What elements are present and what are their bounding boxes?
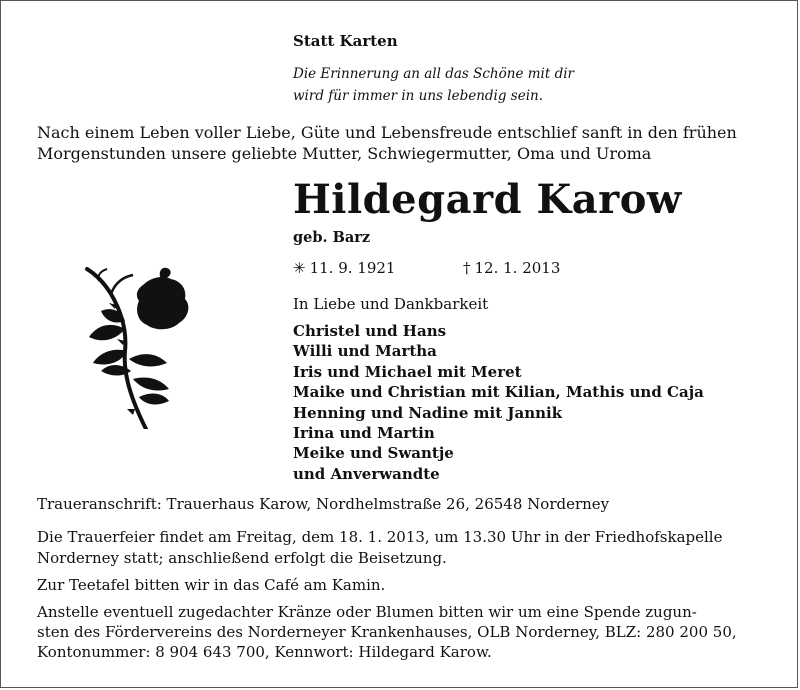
list-item: Henning und Nadine mit Jannik bbox=[293, 403, 563, 422]
mourners-list bbox=[293, 321, 704, 484]
rose-silhouette-icon bbox=[51, 259, 211, 429]
thanks-line: In Liebe und Dankbarkeit bbox=[293, 295, 489, 313]
tea-reception-line: Zur Teetafel bitten wir in das Café am Kamin. bbox=[37, 576, 386, 594]
death-date bbox=[463, 259, 560, 277]
birth-date bbox=[293, 259, 395, 277]
list-item: Iris und Michael mit Meret bbox=[293, 362, 522, 381]
mourning-address: Traueranschrift: Trauerhaus Karow, Nordhelmstraße 26, 26548 Norderney bbox=[37, 495, 610, 513]
death-cross-icon: † bbox=[463, 259, 471, 277]
motto-line-1: Die Erinnerung an all das Schöne mit dir bbox=[293, 66, 574, 82]
donation-line-1: Anstelle eventuell zugedachter Kränze oder Blumen bitten wir um eine Spende zugun- bbox=[37, 603, 697, 621]
intro-line-2: Morgenstunden unsere geliebte Mutter, Schwiegermutter, Oma und Uroma bbox=[37, 144, 652, 163]
motto-line-2: wird für immer in uns lebendig sein. bbox=[293, 88, 544, 104]
ceremony-line-2: Norderney statt; anschließend erfolgt die Beisetzung. bbox=[37, 549, 447, 567]
list-item: und Anverwandte bbox=[293, 464, 440, 483]
list-item: Willi und Martha bbox=[293, 342, 437, 361]
list-item: Meike und Swantje bbox=[293, 444, 454, 463]
intro-line-1: Nach einem Leben voller Liebe, Güte und Lebensfreude entschlief sanft in den frühen bbox=[37, 123, 737, 142]
maiden-name: geb. Barz bbox=[293, 229, 371, 246]
death-date-value: 12. 1. 2013 bbox=[474, 259, 561, 277]
header-label: Statt Karten bbox=[293, 32, 398, 50]
donation-line-3: Kontonummer: 8 904 643 700, Kennwort: Hildegard Karow. bbox=[37, 643, 492, 661]
list-item: Christel und Hans bbox=[293, 322, 447, 340]
list-item: Irina und Martin bbox=[293, 424, 435, 443]
list-item: Maike und Christian mit Kilian, Mathis und Caja bbox=[293, 383, 704, 402]
birth-date-value: 11. 9. 1921 bbox=[309, 259, 396, 277]
donation-line-2: sten des Fördervereins des Norderneyer Krankenhauses, OLB Norderney, BLZ: 280 200 50, bbox=[37, 623, 737, 641]
deceased-name: Hildegard Karow bbox=[293, 176, 682, 223]
ceremony-line-1: Die Trauerfeier findet am Freitag, dem 18. 1. 2013, um 13.30 Uhr in der Friedhofskapelle bbox=[37, 528, 723, 546]
birth-star-icon: ✳ bbox=[293, 259, 306, 277]
